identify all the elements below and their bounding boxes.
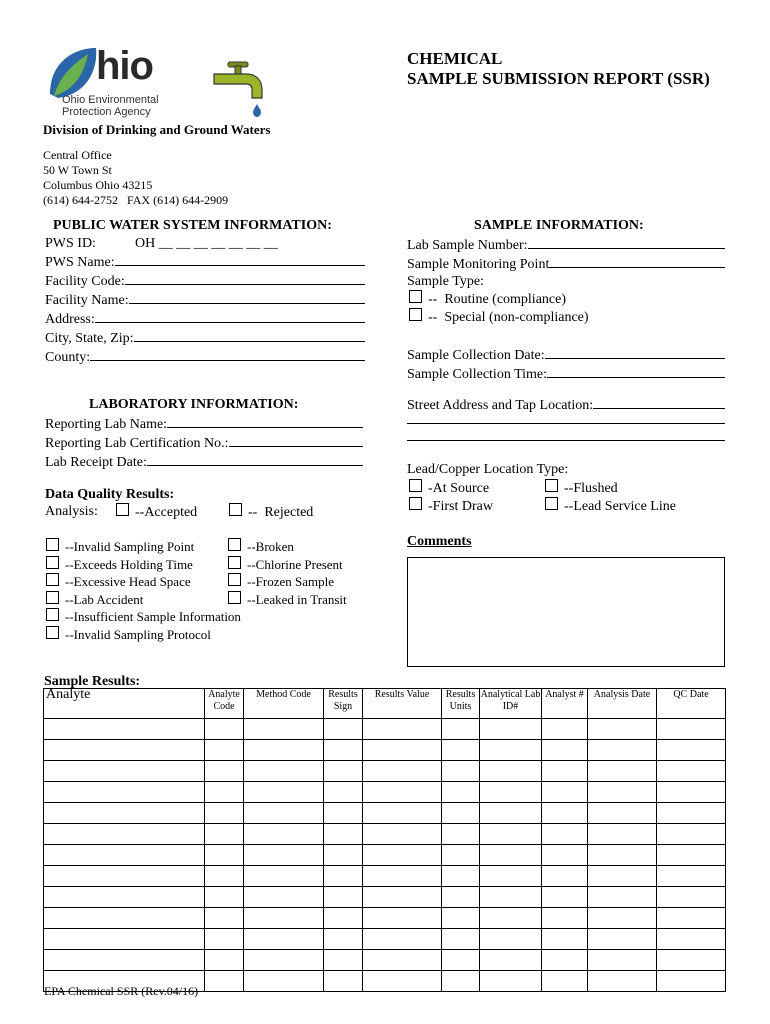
results-heading: Sample Results: [44,674,141,689]
table-cell[interactable] [44,908,205,929]
facility-code-label: Facility Code: [45,274,125,289]
col-analyte: Analyte [44,689,205,719]
table-cell[interactable] [363,740,442,761]
reason-checkbox[interactable] [228,591,241,604]
table-cell[interactable] [588,908,657,929]
table-row [44,824,726,845]
flushed-label: --Flushed [564,481,618,496]
table-row [44,908,726,929]
pws-id-label: PWS ID: [45,236,96,251]
reason-label: --Invalid Sampling Point [65,539,195,554]
accepted-option[interactable] [116,503,197,521]
table-cell[interactable] [44,824,205,845]
facility-code-field[interactable] [125,271,365,285]
table-row [44,950,726,971]
table-cell[interactable] [480,845,542,866]
table-cell[interactable] [363,950,442,971]
table-cell[interactable] [324,803,363,824]
first-draw-checkbox[interactable] [409,497,422,510]
table-cell[interactable] [205,929,244,950]
table-cell[interactable] [442,929,480,950]
col-qc-date: QC Date [657,689,726,719]
table-cell[interactable] [542,803,588,824]
table-cell[interactable] [205,971,244,992]
table-cell[interactable] [44,950,205,971]
table-cell[interactable] [480,719,542,740]
sample-type-label: Sample Type: [407,274,484,289]
comments-heading: Comments [407,534,472,549]
service-line-checkbox[interactable] [545,497,558,510]
table-cell[interactable] [205,761,244,782]
table-cell[interactable] [657,929,726,950]
cert-no-label: Reporting Lab Certification No.: [45,436,229,451]
table-cell[interactable] [363,845,442,866]
table-cell[interactable] [657,845,726,866]
table-cell[interactable] [363,761,442,782]
table-cell[interactable] [244,950,324,971]
col-analyst: Analyst # [542,689,588,719]
logo-line2: Protection Agency [62,106,151,118]
pws-name-field[interactable] [115,252,365,266]
flushed-option[interactable] [545,479,618,497]
table-cell[interactable] [205,719,244,740]
collection-date-field[interactable] [545,345,725,359]
reason-checkbox[interactable] [228,573,241,586]
table-cell[interactable] [324,719,363,740]
table-cell[interactable] [442,719,480,740]
table-cell[interactable] [44,761,205,782]
table-cell[interactable] [205,824,244,845]
table-cell[interactable] [442,761,480,782]
table-cell[interactable] [442,950,480,971]
table-cell[interactable] [542,719,588,740]
table-row [44,803,726,824]
table-cell[interactable] [588,824,657,845]
table-cell[interactable] [244,908,324,929]
table-cell[interactable] [363,719,442,740]
reporting-lab-label: Reporting Lab Name: [45,417,168,432]
col-results-sign: Results Sign [324,689,363,719]
lab-sample-number-field[interactable] [528,235,725,249]
table-cell[interactable] [363,929,442,950]
reason-label: --Leaked in Transit [247,591,347,607]
table-cell[interactable] [44,803,205,824]
table-cell[interactable] [244,824,324,845]
table-cell[interactable] [442,782,480,803]
table-cell[interactable] [480,971,542,992]
table-cell[interactable] [542,950,588,971]
table-cell[interactable] [324,761,363,782]
table-cell[interactable] [244,929,324,950]
table-cell[interactable] [324,971,363,992]
table-cell[interactable] [205,887,244,908]
monitoring-point-field[interactable] [549,254,725,268]
table-cell[interactable] [244,887,324,908]
first-draw-option[interactable] [409,497,493,515]
table-cell[interactable] [324,824,363,845]
table-row [44,866,726,887]
pws-id-field[interactable]: OH __ __ __ __ __ __ __ [135,236,278,251]
address-line: 50 W Town St [43,163,112,177]
address-label: Address: [45,312,95,327]
collection-time-label: Sample Collection Time: [407,367,548,382]
special-label: -- Special (non-compliance) [428,310,589,325]
table-cell[interactable] [205,908,244,929]
table-cell[interactable] [588,803,657,824]
table-cell[interactable] [542,761,588,782]
table-row [44,782,726,803]
reason-checkbox[interactable] [46,573,59,586]
table-cell[interactable] [205,950,244,971]
reasons-left [46,538,241,643]
flushed-checkbox[interactable] [545,479,558,492]
form-title-line1: CHEMICAL [407,49,503,68]
routine-label: -- Routine (compliance) [428,292,567,307]
table-cell[interactable] [244,782,324,803]
facility-name-field[interactable] [129,290,365,304]
table-cell[interactable] [363,782,442,803]
table-cell[interactable] [657,950,726,971]
table-row [44,719,726,740]
table-cell[interactable] [480,929,542,950]
reason-checkbox[interactable] [228,538,241,551]
division-name: Division of Drinking and Ground Waters [43,122,271,137]
sample-fields [407,235,725,414]
table-cell[interactable] [363,866,442,887]
table-cell[interactable] [657,803,726,824]
service-line-option[interactable] [545,497,676,515]
reason-checkbox[interactable] [228,556,241,569]
lead-copper-label: Lead/Copper Location Type: [407,462,569,477]
table-cell[interactable] [542,887,588,908]
table-cell[interactable] [588,719,657,740]
col-results-units: Results Units [442,689,480,719]
table-cell[interactable] [363,824,442,845]
rejected-label: -- Rejected [248,505,314,520]
at-source-checkbox[interactable] [409,479,422,492]
table-cell[interactable] [657,887,726,908]
table-cell[interactable] [588,971,657,992]
logo-word: hio [96,44,153,88]
table-cell[interactable] [324,782,363,803]
table-cell[interactable] [480,866,542,887]
table-row [44,740,726,761]
results-header-row [44,689,726,719]
table-cell[interactable] [657,740,726,761]
table-cell[interactable] [324,929,363,950]
reason-checkbox[interactable] [46,608,59,621]
table-cell[interactable] [324,740,363,761]
street-address-label: Street Address and Tap Location: [407,398,594,413]
table-cell[interactable] [363,971,442,992]
first-draw-label: -First Draw [428,499,493,514]
table-cell[interactable] [44,782,205,803]
table-cell[interactable] [542,866,588,887]
table-cell[interactable] [480,824,542,845]
table-cell[interactable] [324,908,363,929]
table-cell[interactable] [480,950,542,971]
reason-checkbox[interactable] [46,556,59,569]
faucet-icon [212,60,272,120]
table-cell[interactable] [588,866,657,887]
sample-heading: SAMPLE INFORMATION: [474,218,644,233]
table-cell[interactable] [44,866,205,887]
table-cell[interactable] [542,929,588,950]
table-cell[interactable] [205,782,244,803]
table-cell[interactable] [480,803,542,824]
lab-sample-number-label: Lab Sample Number: [407,238,528,253]
table-cell[interactable] [657,908,726,929]
table-row [44,845,726,866]
city-label: City, State, Zip: [45,331,134,346]
routine-checkbox[interactable] [409,290,422,303]
table-cell[interactable] [244,740,324,761]
table-cell[interactable] [588,929,657,950]
reason-label: --Frozen Sample [247,574,335,589]
monitoring-point-label: Sample Monitoring Point [407,257,550,272]
table-cell[interactable] [44,845,205,866]
form-title-line2: SAMPLE SUBMISSION REPORT (SSR) [407,69,710,88]
table-cell[interactable] [244,866,324,887]
footer-revision: EPA Chemical SSR (Rev.04/16) [44,984,199,998]
table-cell[interactable] [44,887,205,908]
comments-box[interactable] [407,557,725,667]
table-cell[interactable] [442,971,480,992]
col-analysis-date: Analysis Date [588,689,657,719]
table-cell[interactable] [588,740,657,761]
table-cell[interactable] [480,887,542,908]
results-body [44,719,726,992]
collection-time-field[interactable] [547,364,725,378]
table-cell[interactable] [324,845,363,866]
at-source-option[interactable] [409,479,489,497]
table-cell[interactable] [480,761,542,782]
col-lab-id: Analytical Lab ID# [480,689,542,719]
reason-label: --Broken [247,539,294,554]
pws-name-label: PWS Name: [45,255,115,270]
table-cell[interactable] [480,908,542,929]
table-cell[interactable] [205,866,244,887]
reason-checkbox[interactable] [46,538,59,551]
at-source-label: -At Source [428,481,490,496]
address-block [43,148,228,208]
table-cell[interactable] [542,782,588,803]
table-cell[interactable] [542,908,588,929]
table-cell[interactable] [542,845,588,866]
rejected-checkbox[interactable] [229,503,242,516]
lab-heading: LABORATORY INFORMATION: [89,397,299,412]
city-field[interactable] [134,328,365,342]
reason-checkbox[interactable] [46,626,59,639]
table-cell[interactable] [657,824,726,845]
street-address-field[interactable] [593,395,725,409]
table-cell[interactable] [542,824,588,845]
facility-name-label: Facility Name: [45,293,129,308]
reason-label: --Excessive Head Space [65,574,191,589]
col-results-value: Results Value [363,689,442,719]
table-cell[interactable] [588,887,657,908]
table-cell[interactable] [363,887,442,908]
address-line: (614) 644-2752 FAX (614) 644-2909 [43,193,229,207]
table-row [44,761,726,782]
collection-date-label: Sample Collection Date: [407,348,545,363]
table-cell[interactable] [657,719,726,740]
lab-fields [45,414,363,471]
pws-fields [45,235,365,366]
dq-heading: Data Quality Results: [45,487,175,502]
reason-label: --Lab Accident [65,591,144,607]
table-cell[interactable] [588,782,657,803]
results-table [43,688,726,992]
analysis-label: Analysis: [45,504,98,519]
table-cell[interactable] [244,845,324,866]
county-label: County: [45,350,91,365]
table-cell[interactable] [657,866,726,887]
table-cell[interactable] [324,950,363,971]
table-cell[interactable] [244,719,324,740]
receipt-date-field[interactable] [147,452,363,466]
table-cell[interactable] [324,866,363,887]
service-line-label: --Lead Service Line [564,499,676,514]
table-cell[interactable] [442,740,480,761]
address-line: Central Office [43,148,112,162]
table-cell[interactable] [442,887,480,908]
table-cell[interactable] [205,740,244,761]
table-row [44,929,726,950]
table-cell[interactable] [657,971,726,992]
accepted-checkbox[interactable] [116,503,129,516]
table-cell[interactable] [588,845,657,866]
accepted-label: --Accepted [135,505,198,520]
table-cell[interactable] [324,887,363,908]
address-field[interactable] [95,309,365,323]
table-cell[interactable] [542,971,588,992]
col-analyte-code: Analyte Code [205,689,244,719]
table-cell[interactable] [363,803,442,824]
table-cell[interactable] [542,740,588,761]
cert-no-field[interactable] [229,433,363,447]
table-cell[interactable] [205,803,244,824]
table-cell[interactable] [44,929,205,950]
street-address-line-2[interactable] [407,423,725,424]
table-cell[interactable] [480,740,542,761]
reason-label: --Insufficient Sample Information [65,609,241,624]
rejected-option[interactable] [229,503,313,521]
reason-label: --Chlorine Present [247,556,343,572]
reason-checkbox[interactable] [46,591,59,604]
table-cell[interactable] [442,908,480,929]
table-cell[interactable] [657,761,726,782]
table-cell[interactable] [588,950,657,971]
table-cell[interactable] [442,803,480,824]
table-cell[interactable] [205,845,244,866]
table-cell[interactable] [44,719,205,740]
address-line: Columbus Ohio 43215 [43,178,153,192]
table-cell[interactable] [363,908,442,929]
reasons-right [228,538,347,608]
pws-heading: PUBLIC WATER SYSTEM INFORMATION: [53,218,332,233]
table-cell[interactable] [244,803,324,824]
table-cell[interactable] [244,761,324,782]
table-cell[interactable] [480,782,542,803]
col-method-code: Method Code [244,689,324,719]
table-cell[interactable] [244,971,324,992]
logo-line1: Ohio Environmental [62,94,159,106]
table-cell[interactable] [442,866,480,887]
special-checkbox[interactable] [409,308,422,321]
table-cell[interactable] [657,782,726,803]
table-cell[interactable] [44,740,205,761]
table-row [44,887,726,908]
receipt-date-label: Lab Receipt Date: [45,455,147,470]
table-cell[interactable] [588,761,657,782]
street-address-line-3[interactable] [407,440,725,441]
table-cell[interactable] [442,845,480,866]
reason-label: --Exceeds Holding Time [65,556,193,572]
table-cell[interactable] [442,824,480,845]
reason-label: --Invalid Sampling Protocol [65,626,211,642]
reporting-lab-field[interactable] [167,414,363,428]
county-field[interactable] [90,347,365,361]
